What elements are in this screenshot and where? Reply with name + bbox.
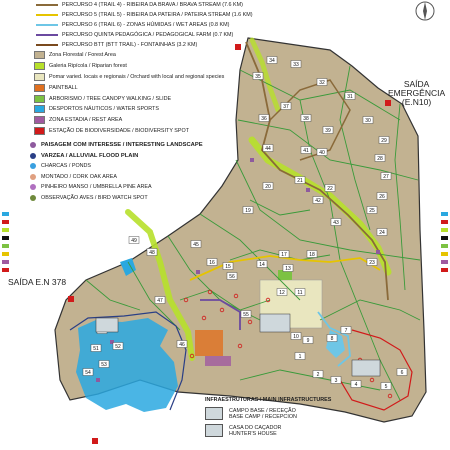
waypoint-number: 2 [316, 372, 320, 378]
waypoint-marker [241, 311, 251, 319]
symbol-dot-icon [30, 142, 36, 148]
waypoint-number: 6 [400, 370, 404, 376]
exit-west-marker [68, 296, 74, 302]
zone-label: ESTAÇÃO DE BIODIVERSIDADE / BIODIVERSITY SPOT [49, 127, 189, 134]
waypoint-number: 48 [149, 250, 155, 256]
zone-label: Galeria Ripícola / Riparian forest [49, 63, 127, 70]
trail-legend-item [36, 0, 243, 10]
boat-house-photo [96, 318, 118, 332]
waypoint-number: 25 [369, 208, 375, 214]
symbol-legend-item [30, 193, 240, 204]
waypoint-marker [303, 337, 313, 345]
zone-legend-item [34, 82, 239, 93]
waypoint-number: 11 [297, 290, 303, 296]
waypoint-marker [377, 229, 387, 237]
waypoint-number: 14 [259, 262, 265, 268]
paintball-area [195, 330, 223, 356]
base-camp-photo [260, 314, 290, 332]
trail-legend-item [36, 40, 236, 50]
hunters-house-label-pt: CASA DO CAÇADOR [229, 424, 282, 431]
waypoint-marker [267, 57, 277, 65]
waypoint-number: 16 [209, 260, 215, 266]
waypoint-marker [381, 383, 391, 391]
trail-swatch [36, 44, 58, 46]
waypoint-number: 8 [330, 336, 334, 342]
waypoint-marker [313, 197, 323, 205]
waypoint-number: 3 [334, 378, 338, 384]
trail-label: PERCURSO 4 (TRAIL 4) - RIBEIRA DA BRAVA / BRAVA STREAM (7.6 KM) [62, 2, 243, 8]
zone-legend-item [34, 72, 239, 83]
waypoint-marker [291, 61, 301, 69]
zone-label: DESPORTOS NÁUTICOS / WATER SPORTS [49, 106, 159, 113]
zone-legend [34, 50, 239, 136]
waypoint-marker [281, 103, 291, 111]
symbol-legend [30, 140, 240, 203]
waypoint-marker [291, 333, 301, 341]
zone-swatch [34, 95, 45, 103]
waypoint-marker [295, 353, 305, 361]
waypoint-number: 53 [101, 362, 107, 368]
waypoint-number: 28 [377, 156, 383, 162]
waypoint-number: 1 [298, 354, 302, 360]
symbol-legend-item [30, 151, 240, 162]
zone-label: ARBORISMO / TREE CANOPY WALKING / SLIDE [49, 95, 172, 102]
waypoint-marker [377, 193, 387, 201]
waypoint-number: 19 [245, 208, 251, 214]
waypoint-marker [367, 207, 377, 215]
waypoint-marker [331, 219, 341, 227]
zone-legend-item [34, 93, 239, 104]
waypoint-marker [375, 155, 385, 163]
rest-area [205, 356, 231, 366]
symbol-label: PAISAGEM COM INTERESSE / INTERESTING LANDSCAPE [41, 142, 203, 149]
waypoint-number: 20 [265, 184, 271, 190]
trail-legend-item [36, 10, 253, 20]
waypoint-number: 40 [319, 150, 325, 156]
waypoint-number: 15 [225, 264, 231, 270]
south-exit-marker [92, 438, 98, 444]
zone-swatch [34, 105, 45, 113]
left-color-bars [2, 212, 9, 276]
waypoint-marker [113, 343, 123, 351]
waypoint-number: 44 [265, 146, 271, 152]
waypoint-marker [363, 117, 373, 125]
zone-legend-item [34, 61, 239, 72]
trail-swatch [36, 14, 58, 16]
waypoint-number: 33 [293, 62, 299, 68]
waypoint-number: 27 [383, 174, 389, 180]
symbol-label: CHARCAS / PONDS [41, 163, 92, 170]
waypoint-number: 26 [379, 194, 385, 200]
waypoint-number: 38 [303, 116, 309, 122]
waypoint-number: 34 [269, 58, 275, 64]
trail-legend-item [36, 20, 236, 30]
waypoint-number: 29 [381, 138, 387, 144]
waypoint-number: 18 [309, 252, 315, 258]
symbol-dot-icon [30, 174, 36, 180]
waypoint-marker [331, 377, 341, 385]
waypoint-marker [227, 273, 237, 281]
waypoint-number: 56 [229, 274, 235, 280]
water-sports-lake [76, 318, 178, 412]
waypoint-marker [397, 369, 407, 377]
infrastructure-title: INFRAESTRUTURAS / MAIN INFRASTRUCTURES [205, 397, 332, 403]
infrastructure-legend [205, 397, 355, 437]
waypoint-number: 22 [327, 186, 333, 192]
hunters-house-photo [352, 360, 380, 376]
zone-label: PAINTBALL [49, 84, 78, 91]
waypoint-number: 46 [179, 342, 185, 348]
waypoint-marker [263, 183, 273, 191]
waypoint-marker [381, 173, 391, 181]
hunters-house-label-en: HUNTER'S HOUSE [229, 430, 277, 437]
exit-west-label: SAÍDA E.N 378 [8, 277, 67, 287]
waypoint-number: 7 [344, 328, 348, 334]
waypoint-marker [253, 73, 263, 81]
waypoint-marker [379, 137, 389, 145]
waypoint-number: 31 [347, 94, 353, 100]
waypoint-number: 17 [281, 252, 287, 258]
waypoint-marker [279, 251, 289, 259]
waypoint-marker [259, 115, 269, 123]
waypoint-number: 47 [157, 298, 163, 304]
zone-swatch [34, 84, 45, 92]
waypoint-marker [223, 263, 233, 271]
waypoint-number: 45 [193, 242, 199, 248]
symbol-label: PINHEIRO MANSO / UMBRELLA PINE AREA [41, 184, 152, 191]
zone-legend-item [34, 115, 239, 126]
waypoint-number: 13 [285, 266, 291, 272]
base-camp-thumb [205, 407, 223, 420]
trail-swatch [36, 4, 58, 6]
trail-swatch [36, 34, 58, 36]
symbol-dot-icon [30, 163, 36, 169]
symbol-label: MONTADO / CORK OAK AREA [41, 173, 117, 180]
waypoint-marker [155, 297, 165, 305]
waypoint-number: 42 [315, 198, 321, 204]
waypoint-number: 41 [303, 148, 309, 154]
symbol-legend-item [30, 182, 240, 193]
zone-label: Zona Florestal / Forest Area [49, 52, 116, 59]
right-color-bars [441, 212, 448, 276]
symbol-legend-item [30, 172, 240, 183]
trail-legend [36, 0, 253, 50]
base-camp-label-pt: CAMPO BASE / RECEÇÃO [229, 407, 296, 414]
waypoint-marker [257, 261, 267, 269]
compass-icon [413, 0, 437, 22]
waypoint-marker [313, 371, 323, 379]
waypoint-marker [243, 207, 253, 215]
trail-label: PERCURSO BTT (BTT TRAIL) - FONTAINHAS (3.2 KM) [62, 42, 198, 48]
base-camp-label-en: BASE CAMP / RECEPCION [229, 413, 297, 420]
waypoint-marker [207, 259, 217, 267]
waypoint-number: 32 [319, 80, 325, 86]
waypoint-marker [351, 381, 361, 389]
waypoint-number: 30 [365, 118, 371, 124]
infra-hunters-house [205, 424, 355, 437]
waypoint-marker [325, 185, 335, 193]
waypoint-number: 37 [283, 104, 289, 110]
waypoint-number: 12 [279, 290, 285, 296]
waypoint-number: 39 [325, 128, 331, 134]
zone-label: Pomar varied. locais e regionais / Orchard with local and regional species [49, 73, 225, 80]
waypoint-marker [301, 115, 311, 123]
waypoint-number: 51 [93, 346, 99, 352]
trail-legend-item [36, 30, 236, 40]
waypoint-number: 43 [333, 220, 339, 226]
zone-swatch [34, 62, 45, 70]
symbol-label: OBSERVAÇÃO AVES / BIRD WATCH SPOT [41, 194, 148, 201]
waypoint-number: 52 [115, 344, 121, 350]
waypoint-marker [277, 289, 287, 297]
waypoint-number: 10 [293, 334, 299, 340]
hunters-house-thumb [205, 424, 223, 437]
waypoint-marker [307, 251, 317, 259]
zone-legend-item [34, 50, 239, 61]
zone-swatch [34, 51, 45, 59]
waypoint-marker [301, 147, 311, 155]
waypoint-marker [147, 249, 157, 257]
waypoint-number: 23 [369, 260, 375, 266]
symbol-dot-icon [30, 195, 36, 201]
waypoint-number: 5 [384, 384, 388, 390]
waypoint-marker [83, 369, 93, 377]
waypoint-number: 21 [297, 178, 303, 184]
trail-label: PERCURSO 5 (TRAIL 5) - RIBEIRA DA PATEIRA / PATEIRA STREAM (1.6 KM) [62, 12, 253, 18]
waypoint-marker [295, 177, 305, 185]
trail-swatch [36, 24, 58, 26]
zone-legend-item [34, 126, 239, 137]
waypoint-marker [317, 79, 327, 87]
waypoint-number: 49 [131, 238, 137, 244]
waypoint-marker [323, 127, 333, 135]
infra-base-camp [205, 407, 355, 420]
waypoint-marker [283, 265, 293, 273]
exit-emergency-label: SAÍDA EMERGÊNCIA (E.N10) [388, 79, 446, 107]
waypoint-marker [99, 361, 109, 369]
zone-swatch [34, 116, 45, 124]
waypoint-marker [345, 93, 355, 101]
waypoint-marker [177, 341, 187, 349]
zone-swatch [34, 127, 45, 135]
symbol-label: VARZEA / ALLUVIAL FLOOD PLAIN [41, 152, 139, 159]
waypoint-marker [341, 327, 351, 335]
zone-legend-item [34, 104, 239, 115]
waypoint-marker [367, 259, 377, 267]
symbol-dot-icon [30, 153, 36, 159]
trail-label: PERCURSO 6 (TRAIL 6) - ZONAS HÚMIDAS / WET AREAS (0.8 KM) [62, 22, 230, 28]
waypoint-number: 35 [255, 74, 261, 80]
symbol-legend-item [30, 140, 240, 151]
waypoint-marker [295, 289, 305, 297]
waypoint-marker [327, 335, 337, 343]
zone-swatch [34, 73, 45, 81]
waypoint-number: 54 [85, 370, 91, 376]
waypoint-number: 24 [379, 230, 385, 236]
waypoint-number: 4 [354, 382, 358, 388]
symbol-dot-icon [30, 184, 36, 190]
waypoint-number: 55 [243, 312, 249, 318]
waypoint-marker [129, 237, 139, 245]
waypoint-number: 9 [306, 338, 310, 344]
symbol-legend-item [30, 161, 240, 172]
trail-label: PERCURSO QUINTA PEDAGÓGICA / PEDAGOGICAL FARM (0.7 KM) [62, 32, 234, 38]
waypoint-marker [91, 345, 101, 353]
waypoint-marker [191, 241, 201, 249]
waypoint-marker [317, 149, 327, 157]
waypoint-number: 36 [261, 116, 267, 122]
waypoint-marker [263, 145, 273, 153]
zone-label: ZONA ESTADIA / REST AREA [49, 117, 123, 124]
